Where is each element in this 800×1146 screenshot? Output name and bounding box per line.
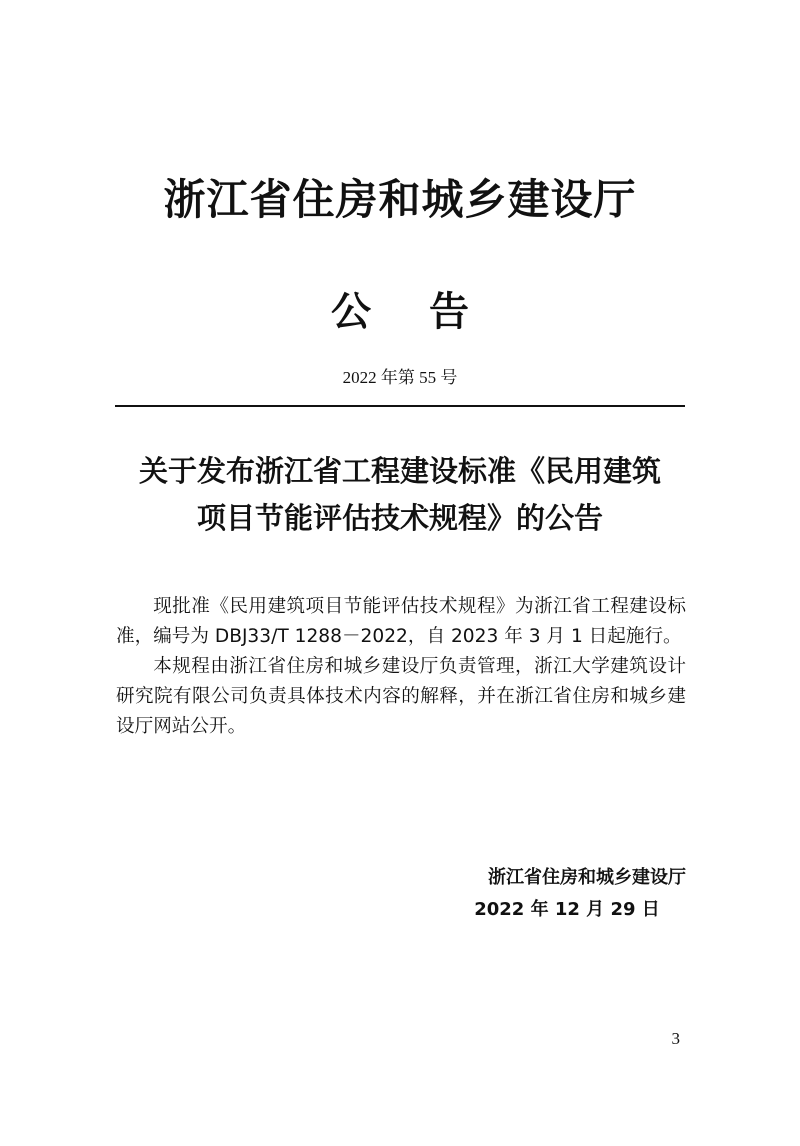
signature-block xyxy=(440,862,690,926)
announcement-body xyxy=(116,592,686,742)
body-paragraph: 本规程由浙江省住房和城乡建设厅负责管理，浙江大学建筑设计研究院有限公司负责具体技术内容的解释，并在浙江省住房和城乡建设厅网站公开。 xyxy=(116,656,686,737)
notice-title-char-1: 公 xyxy=(331,288,371,335)
headline-line-1: 关于发布浙江省工程建设标准《民用建筑 xyxy=(138,454,661,488)
announcement-headline xyxy=(100,448,700,542)
issuer-title: 浙江省住房和城乡建设厅 xyxy=(163,175,637,224)
body-paragraph: 现批准《民用建筑项目节能评估技术规程》为浙江省工程建设标准，编号为 DBJ33/T 1288－2022，自 2023 年 3 月 1 日起施行。 xyxy=(116,596,686,647)
document-number: 2022 年第 55 号 xyxy=(342,368,458,387)
header-divider xyxy=(115,405,685,407)
notice-title-char-2: 告 xyxy=(429,288,469,335)
signature-organization: 浙江省住房和城乡建设厅 xyxy=(488,867,686,888)
headline-line-2: 项目节能评估技术规程》的公告 xyxy=(196,501,603,535)
signature-date: 2022 年 12 月 29 日 xyxy=(474,899,660,920)
notice-title xyxy=(0,286,800,338)
page-number: 3 xyxy=(671,1029,680,1048)
